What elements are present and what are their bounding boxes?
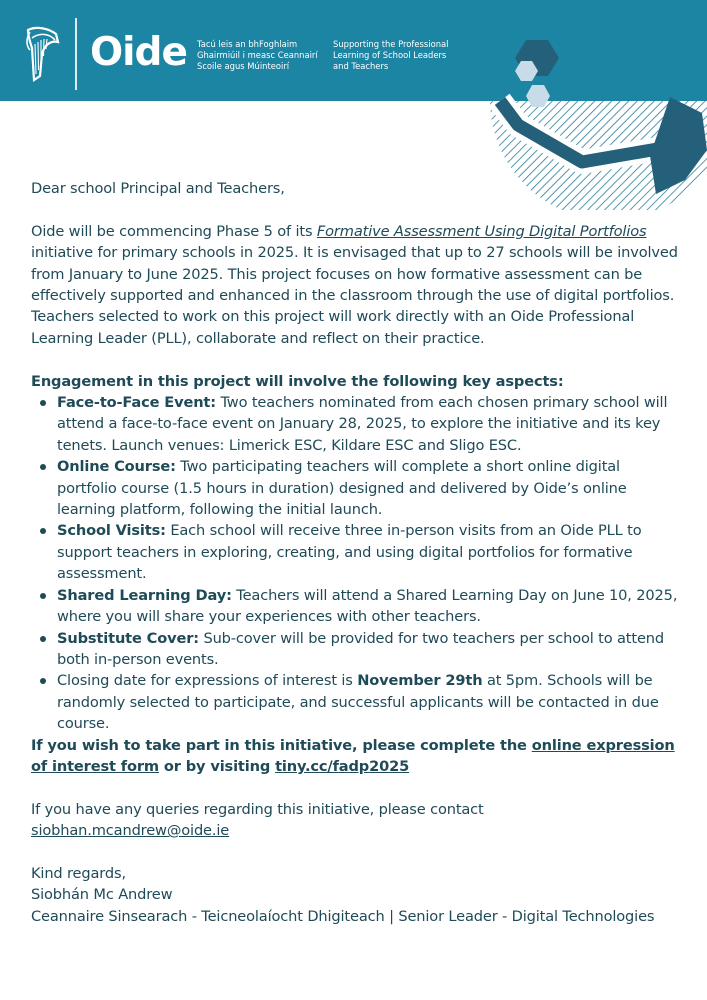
greeting: Dear school Principal and Teachers, (31, 180, 285, 197)
intro-text: Oide will be commencing Phase 5 of its (31, 222, 317, 240)
intro-paragraph (31, 221, 681, 349)
contact-email-link[interactable]: siobhan.mcandrew@oide.ie (31, 822, 230, 840)
tinycc-link[interactable]: tiny.cc/fadp2025 (275, 757, 410, 775)
harp-icon (22, 24, 62, 84)
aspect-text: Two teachers nominated from each chosen primary school will attend a face-to-face event on January 28, 2025, to explore the initiative and its key tenets. Launch venues: Limerick ESC, Kildare ESC and Sligo ESC. (57, 394, 668, 454)
aspect-title: Face-to-Face Event: (57, 394, 216, 412)
aspect-title: Online Course: (57, 458, 176, 476)
aspect-text: Each school will receive three in-person visits from an Oide PLL to support teachers in exploring, creating, and using digital portfolios for formative assessment. (57, 522, 642, 583)
bullet-icon (40, 464, 46, 470)
bullet-icon (40, 636, 46, 642)
portfolio-initiative-link[interactable]: Formative Assessment Using Digital Portfolios (316, 222, 647, 240)
signoff: Kind regards, (31, 864, 126, 882)
bullet-icon (40, 593, 46, 599)
closing-text: Closing date for expressions of interest is (57, 672, 358, 690)
tagline-english (333, 39, 448, 73)
closing-date: November 29th (357, 672, 483, 690)
bullet-icon (40, 678, 46, 684)
bullet-icon (40, 528, 46, 534)
aspect-title: Substitute Cover: (57, 629, 199, 647)
signer-title: Ceannaire Sinsearach - Teicneolaíocht Dhigiteach | Senior Leader - Digital Technologies (31, 907, 655, 925)
signer-name: Siobhán Mc Andrew (31, 886, 173, 904)
list-item (31, 520, 681, 584)
aspect-title: Shared Learning Day: (57, 586, 232, 604)
cta-text: If you wish to take part in this initiative, please complete the (31, 736, 532, 754)
tagline-irish-line: Scoile agus Múinteoirí (197, 61, 290, 72)
tagline-irish (197, 39, 318, 73)
logo-divider (75, 18, 77, 90)
tagline-english-line: Learning of School Leaders (333, 50, 447, 61)
list-item (31, 392, 681, 456)
aspect-text: Sub-cover will be provided for two teachers per school to attend both in-person events. (57, 629, 664, 668)
tagline-english-line: Supporting the Professional (333, 39, 449, 49)
intro-text-continued: initiative for primary schools in 2025. It is envisaged that up to 27 schools will be involved from January to June 2025. This project focuses on how formative assessment can be effectively supported and enhanced in the classroom through the use of digital portfolios. Teachers selected to work on this project will work directly with an Oide Professional Learning Leader (PLL), collaborate and reflect on their practice. (31, 244, 678, 347)
bullet-icon (40, 400, 46, 406)
list-item (31, 670, 681, 734)
aspect-title: School Visits: (57, 522, 166, 540)
email-line (31, 820, 681, 841)
list-item (31, 585, 681, 628)
cta-text-middle: or by visiting (158, 757, 276, 775)
list-item (31, 456, 681, 520)
aspect-text: Teachers will attend a Shared Learning Day on June 10, 2025, where you will share your experiences with other teachers. (57, 586, 678, 626)
queries-text: If you have any queries regarding this initiative, please contact (31, 800, 484, 818)
letter-body (31, 178, 681, 927)
logo-wordmark: Oide (90, 30, 187, 75)
call-to-action (31, 735, 681, 778)
tagline-irish-line: Tacú leis an bhFoghlaim (197, 39, 298, 49)
aspect-text: Two participating teachers will complete a short online digital portfolio course (1.5 hours in duration) designed and delivered by Oide’s online learning platform, following the initial launch. (57, 458, 627, 519)
tagline-english-line: and Teachers (333, 61, 389, 72)
aspects-heading: Engagement in this project will involve the following key aspects: (31, 372, 564, 390)
tagline-irish-line: Ghairmiúil i measc Ceannairí (197, 50, 318, 61)
list-item (31, 628, 681, 671)
aspects-list (31, 392, 681, 735)
closing-text-continued: at 5pm. Schools will be randomly selected to participate, and successful applicants will be contacted in due course. (57, 672, 659, 733)
expression-of-interest-link[interactable]: online expression of interest form (31, 736, 675, 775)
